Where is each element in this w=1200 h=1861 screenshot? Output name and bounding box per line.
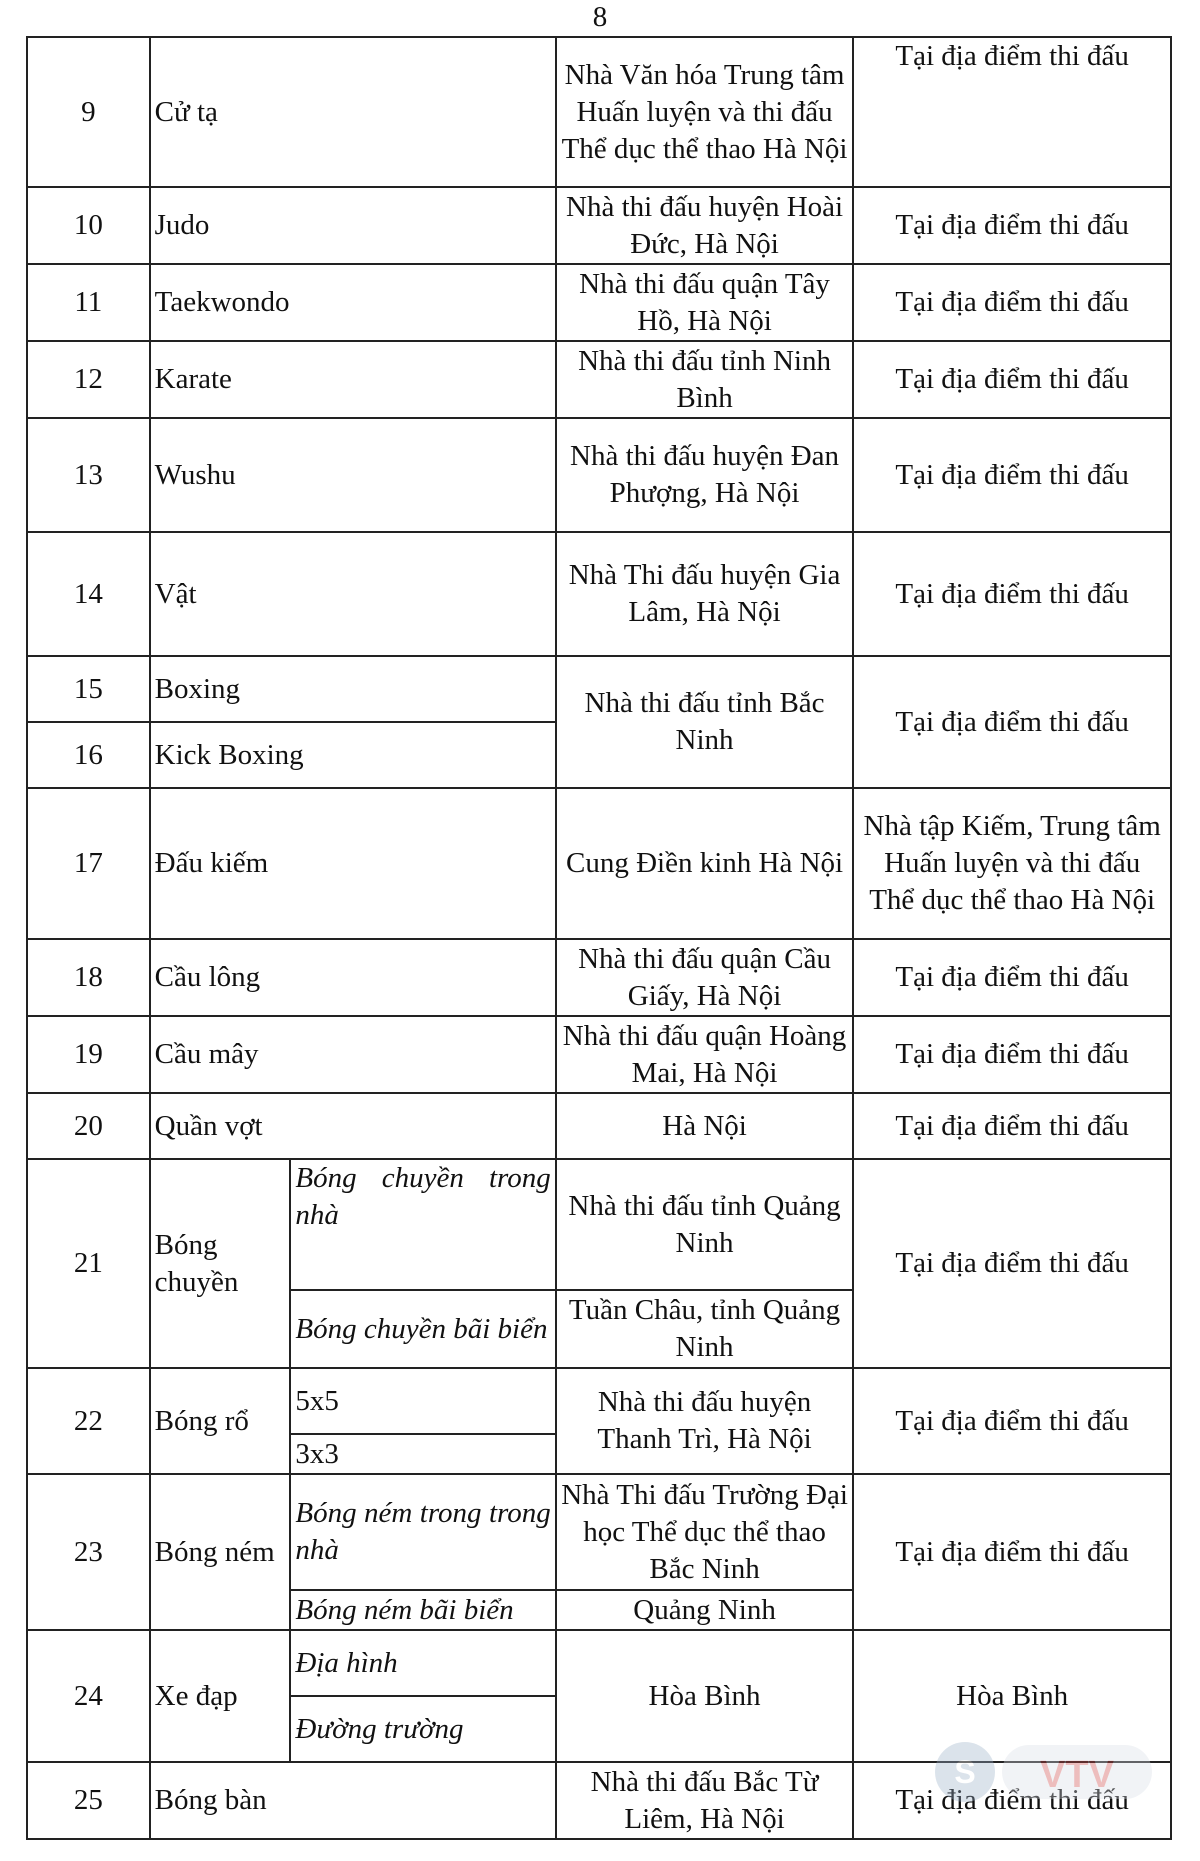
- venue: Nhà thi đấu quận Tây Hồ, Hà Nội: [556, 264, 854, 341]
- row-number: 10: [27, 187, 150, 264]
- sport-name: Judo: [150, 187, 556, 264]
- training-location: Tại địa điểm thi đấu: [853, 1016, 1171, 1093]
- sport-name: Cầu lông: [150, 939, 556, 1016]
- venue: Nhà thi đấu huyện Hoài Đức, Hà Nội: [556, 187, 854, 264]
- table-row: [27, 939, 1171, 1016]
- row-number: 15: [27, 656, 150, 722]
- vtv-watermark-logo: [930, 1737, 1165, 1807]
- row-number: 23: [27, 1474, 150, 1630]
- training-location: Tại địa điểm thi đấu: [853, 656, 1171, 788]
- training-location: Tại địa điểm thi đấu: [853, 1762, 1171, 1839]
- row-number: 17: [27, 788, 150, 939]
- sport-name: Karate: [150, 341, 556, 418]
- venue: Hòa Bình: [556, 1630, 854, 1762]
- sub-discipline: Đường trường: [290, 1696, 555, 1762]
- sub-discipline: Bóng chuyền bãi biển: [290, 1290, 555, 1368]
- sub-discipline: Bóng chuyền trong nhà: [290, 1159, 555, 1290]
- row-number: 24: [27, 1630, 150, 1762]
- venue: Nhà thi đấu quận Cầu Giấy, Hà Nội: [556, 939, 854, 1016]
- row-number: 9: [27, 37, 150, 187]
- row-number: 21: [27, 1159, 150, 1368]
- table-row: [27, 1630, 1171, 1696]
- training-location: Tại địa điểm thi đấu: [853, 341, 1171, 418]
- table-row: [27, 656, 1171, 722]
- sport-name: Cử tạ: [150, 37, 556, 187]
- training-location: Tại địa điểm thi đấu: [853, 532, 1171, 656]
- sport-name: Vật: [150, 532, 556, 656]
- table-row: [27, 1093, 1171, 1159]
- venue: Cung Điền kinh Hà Nội: [556, 788, 854, 939]
- sport-name: Quần vợt: [150, 1093, 556, 1159]
- venue: Nhà thi đấu huyện Thanh Trì, Hà Nội: [556, 1368, 854, 1474]
- training-location: Tại địa điểm thi đấu: [853, 1159, 1171, 1368]
- vtv-logo-text: VTV: [1040, 1754, 1114, 1796]
- venue: Nhà thi đấu huyện Đan Phượng, Hà Nội: [556, 418, 854, 532]
- table-row: [27, 1016, 1171, 1093]
- sport-name: Wushu: [150, 418, 556, 532]
- venue: Nhà Thi đấu huyện Gia Lâm, Hà Nội: [556, 532, 854, 656]
- row-number: 22: [27, 1368, 150, 1474]
- table-row: [27, 1159, 1171, 1290]
- venue: Nhà thi đấu Bắc Từ Liêm, Hà Nội: [556, 1762, 854, 1839]
- training-location: Nhà tập Kiếm, Trung tâm Huấn luyện và thi đấu Thể dục thể thao Hà Nội: [853, 788, 1171, 939]
- sport-name: Xe đạp: [150, 1630, 291, 1762]
- svg-text:S: S: [954, 1754, 976, 1790]
- training-location: Tại địa điểm thi đấu: [853, 264, 1171, 341]
- row-number: 25: [27, 1762, 150, 1839]
- table-row: [27, 1368, 1171, 1434]
- venue: Nhà thi đấu quận Hoàng Mai, Hà Nội: [556, 1016, 854, 1093]
- table-row: [27, 418, 1171, 532]
- training-location: Tại địa điểm thi đấu: [853, 939, 1171, 1016]
- training-location: Tại địa điểm thi đấu: [853, 1093, 1171, 1159]
- venue: Nhà Thi đấu Trường Đại học Thể dục thể thao Bắc Ninh: [556, 1474, 854, 1590]
- sport-name: Bóng bàn: [150, 1762, 556, 1839]
- table-row: [27, 264, 1171, 341]
- sub-discipline: Bóng ném trong trong nhà: [290, 1474, 555, 1590]
- table-row: [27, 187, 1171, 264]
- venue: Quảng Ninh: [556, 1590, 854, 1630]
- sub-discipline: 5x5: [290, 1368, 555, 1434]
- venue: Nhà thi đấu tỉnh Ninh Bình: [556, 341, 854, 418]
- row-number: 20: [27, 1093, 150, 1159]
- sport-name: Boxing: [150, 656, 556, 722]
- sub-discipline: Bóng ném bãi biển: [290, 1590, 555, 1630]
- row-number: 16: [27, 722, 150, 788]
- training-location: Tại địa điểm thi đấu: [853, 187, 1171, 264]
- sport-name: Bóng rổ: [150, 1368, 291, 1474]
- training-location: Hòa Bình: [853, 1630, 1171, 1762]
- venue: Nhà thi đấu tỉnh Quảng Ninh: [556, 1159, 854, 1290]
- row-number: 14: [27, 532, 150, 656]
- row-number: 13: [27, 418, 150, 532]
- sport-name: Bóng chuyền: [150, 1159, 291, 1368]
- sub-discipline: 3x3: [290, 1434, 555, 1474]
- venue: Nhà thi đấu tỉnh Bắc Ninh: [556, 656, 854, 788]
- sport-name: Kick Boxing: [150, 722, 556, 788]
- venue: Hà Nội: [556, 1093, 854, 1159]
- table-row: [27, 532, 1171, 656]
- training-location: Tại địa điểm thi đấu: [853, 418, 1171, 532]
- venue-table: [26, 36, 1172, 1840]
- sport-name: Taekwondo: [150, 264, 556, 341]
- sport-name: Cầu mây: [150, 1016, 556, 1093]
- row-number: 18: [27, 939, 150, 1016]
- table-row: [27, 341, 1171, 418]
- venue: Tuần Châu, tỉnh Quảng Ninh: [556, 1290, 854, 1368]
- sport-name: Đấu kiếm: [150, 788, 556, 939]
- sub-discipline: Địa hình: [290, 1630, 555, 1696]
- table-row: [27, 1474, 1171, 1590]
- page-number: 8: [592, 1, 608, 33]
- row-number: 19: [27, 1016, 150, 1093]
- training-location: Tại địa điểm thi đấu: [853, 1368, 1171, 1474]
- table-row: [27, 37, 1171, 187]
- training-location: Tại địa điểm thi đấu: [853, 1474, 1171, 1630]
- row-number: 12: [27, 341, 150, 418]
- table-row: [27, 788, 1171, 939]
- row-number: 11: [27, 264, 150, 341]
- venue: Nhà Văn hóa Trung tâm Huấn luyện và thi đấu Thể dục thể thao Hà Nội: [556, 37, 854, 187]
- sport-name: Bóng ném: [150, 1474, 291, 1630]
- training-location: Tại địa điểm thi đấu: [853, 37, 1171, 187]
